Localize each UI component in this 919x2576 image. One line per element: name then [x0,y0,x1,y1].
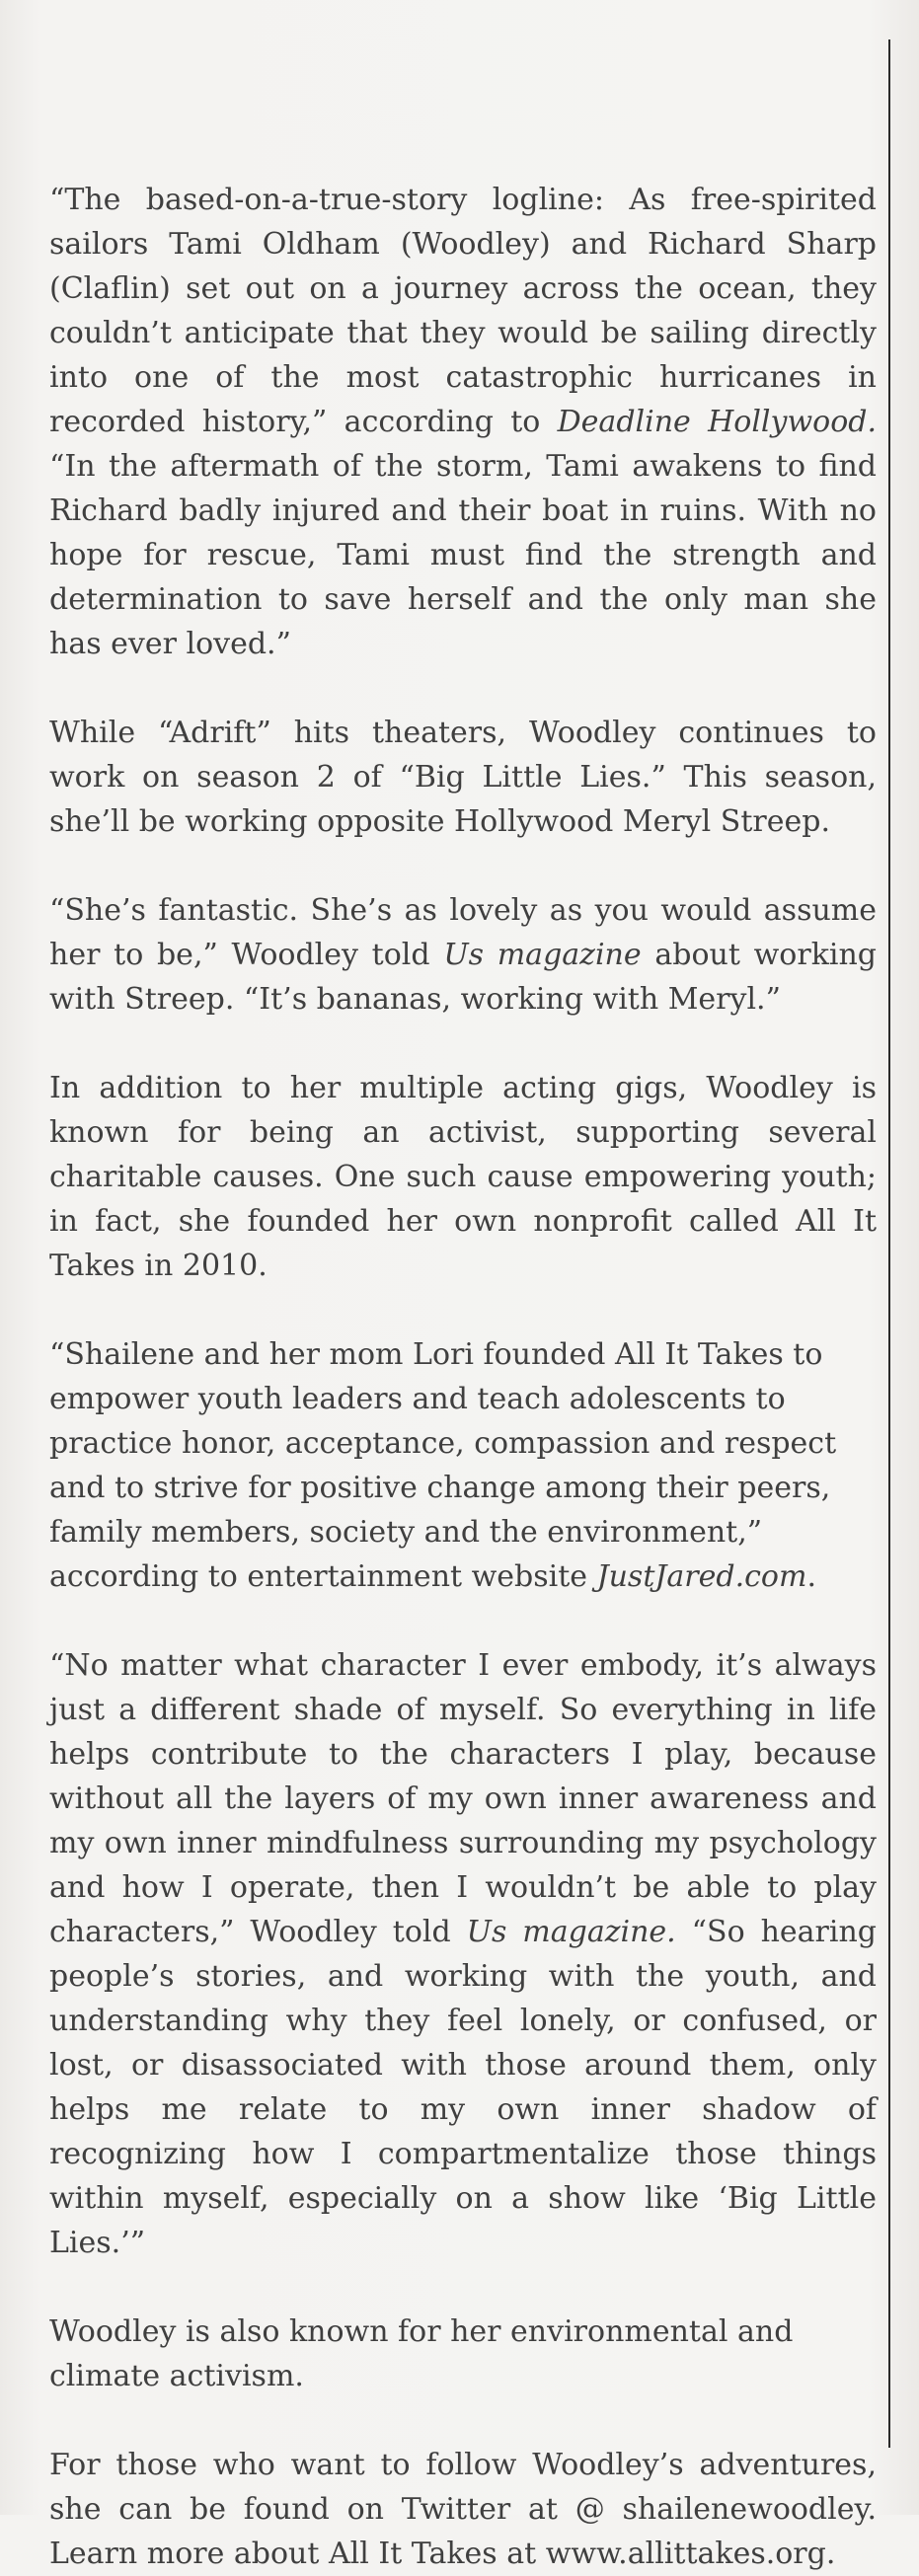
source-name: Us magazine [443,938,642,972]
paragraph-text: “In the aftermath of the storm, Tami awakens to find Richard badly injured and their boat in ruins. With no hope for rescue, Tami must find the strength and determination to save herself and the only man she has ever loved.” [49,449,877,661]
paragraph-text: “Shailene and her mom Lori founded All It Takes to empower youth leaders and teach adolescents to practice honor, acceptance, compassion and respect and to strive for positive change among their peers, family members, society and the environment,” according to entertainment website [49,1337,837,1594]
paragraph-follow: For those who want to follow Woodley’s adventures, she can be found on Twitter at @ shailenewoodley. Learn more about All It Takes at www.allittakes.org. [49,2448,877,2571]
paragraph-meryl-quote [49,888,877,1022]
paragraph-text: about working with Streep. “It’s bananas, working with Meryl.” [49,938,877,1017]
source-name: Us magazine. [466,1915,676,1949]
paragraph-text: “So hearing people’s stories, and working with the youth, and understanding why they feel lonely, or confused, or lost, or disassociated with those around them, only helps me relate to my own inner shadow of recognizing how I compartmentalize those things within myself, especially on a show like ‘Big Little Lies.’” [49,1915,878,2260]
paragraph-all-it-takes [49,1332,877,1599]
source-name: JustJared.com [596,1559,807,1594]
paragraph-character-quote [49,1643,877,2265]
paragraph-text: . [806,1559,816,1594]
paragraph-climate: Woodley is also known for her environmental and climate activism. [49,2314,794,2393]
source-name: Deadline Hollywood. [557,405,877,439]
column-rule [888,39,890,2448]
article-body [49,178,877,2576]
paragraph-text: “She’s fantastic. She’s as lovely as you would assume her to be,” Woodley told [49,893,877,972]
paragraph-text: “The based-on-a-true-story logline: As free-spirited sailors Tami Oldham (Woodley) and Richard Sharp (Claflin) set out on a journey across the ocean, they couldn’t anticipate that they would be sailing directly into one of the most catastrophic hurricanes in recorded history,” according to [49,183,877,439]
paragraph-big-little-lies: While “Adrift” hits theaters, Woodley continues to work on season 2 of “Big Little Lies.” This season, she’ll be working opposite Hollywood Meryl Streep. [49,716,877,839]
paragraph-logline [49,178,877,666]
paragraph-activism: In addition to her multiple acting gigs, Woodley is known for being an activist, supporting several charitable causes. One such cause empowering youth; in fact, she founded her own nonprofit called All It Takes in 2010. [49,1071,877,1283]
paragraph-text: “No matter what character I ever embody, it’s always just a different shade of myself. So everything in life helps contribute to the characters I play, because without all the layers of my own inner awareness and my own inner mindfulness surrounding my psychology and how I operate, then I wouldn’t be able to play characters,” Woodley told [49,1648,877,1949]
